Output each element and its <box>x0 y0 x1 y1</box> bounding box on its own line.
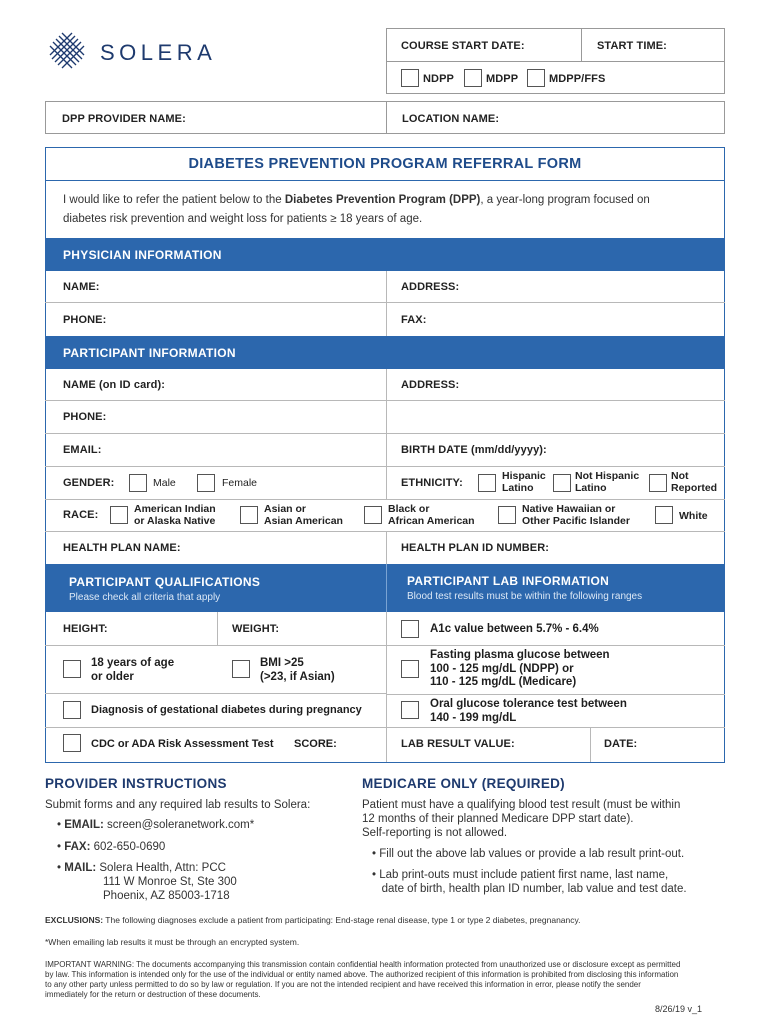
exclusions-note: EXCLUSIONS: The following diagnoses exclude a patient from participating: End-stage renal disease, type 1 or type 2 diabetes, pregnanancy. <box>45 915 581 925</box>
grid-line-3 <box>45 727 725 728</box>
bmi-checkbox[interactable] <box>232 660 250 678</box>
ethnicity-hispanic-checkbox[interactable] <box>478 474 496 492</box>
location-name-label: LOCATION NAME: <box>402 113 500 125</box>
band-divider <box>386 564 387 612</box>
physician-name-row <box>45 271 725 303</box>
provider-instructions-heading: PROVIDER INSTRUCTIONS <box>45 776 227 791</box>
intro-program-name: Diabetes Prevention Program (DPP) <box>284 194 481 206</box>
health-plan-row <box>45 532 725 564</box>
ethnicity-not-hispanic-checkbox[interactable] <box>553 474 571 492</box>
form-version: 8/26/19 v_1 <box>655 1004 703 1014</box>
ethnicity-not-reported-checkbox[interactable] <box>649 474 667 492</box>
race-black-checkbox[interactable] <box>364 506 382 524</box>
lab-info-heading: PARTICIPANT LAB INFORMATION <box>407 574 610 588</box>
race-label: RACE: <box>63 509 99 521</box>
height-weight-divider <box>217 612 218 645</box>
ethnicity-hispanic-label: Hispanic Latino <box>502 470 546 494</box>
gdm-label: Diagnosis of gestational diabetes during pregnancy <box>91 704 362 716</box>
confidentiality-warning: IMPORTANT WARNING: The documents accompanying this transmission contain confidential health information protected from unauthorized use or disclosure except as permitted by law. This information is intended only for the use of the individual or entity named above. The authorized recipient of this information is prohibited from disclosing this information to any other party unless permitted to do so by law or regulation. If you are not the intended recipient and have received this information in error, please notify the sender immediately for the return or destruction of these documents. <box>45 960 681 999</box>
race-white-checkbox[interactable] <box>655 506 673 524</box>
provider-mail: • MAIL: Solera Health, Attn: PCC <box>57 862 226 874</box>
race-aian-label: American Indian or Alaska Native <box>134 503 216 527</box>
course-start-date-label: COURSE START DATE: <box>401 40 525 52</box>
start-time-label: START TIME: <box>597 40 667 52</box>
participant-email-row <box>45 434 725 467</box>
ethnicity-not-hispanic-label: Not Hispanic Latino <box>575 470 640 494</box>
risk-score-label: SCORE: <box>294 738 337 750</box>
ethnicity-label: ETHNICITY: <box>401 477 463 489</box>
race-white-label: White <box>679 510 708 522</box>
participant-info-heading: PARTICIPANT INFORMATION <box>63 346 236 360</box>
qualifications-lab-header <box>45 564 725 612</box>
qualifications-sub: Please check all criteria that apply <box>69 592 221 603</box>
lab-info-sub: Blood test results must be within the following ranges <box>407 591 643 602</box>
gender-female-checkbox[interactable] <box>197 474 215 492</box>
solera-logo-text: SOLERA <box>100 40 217 65</box>
a1c-checkbox[interactable] <box>401 620 419 638</box>
ndpp-checkbox[interactable] <box>401 69 419 87</box>
health-plan-id-label: HEALTH PLAN ID NUMBER: <box>401 542 550 554</box>
provider-email-link[interactable]: screen@soleranetwork.com* <box>107 819 255 831</box>
physician-phone-label: PHONE: <box>63 314 107 326</box>
ethnicity-not-reported-label: Not Reported <box>671 470 718 494</box>
age-18-checkbox[interactable] <box>63 660 81 678</box>
race-nhpi-checkbox[interactable] <box>498 506 516 524</box>
gender-female-label: Female <box>222 477 258 489</box>
encryption-note: *When emailing lab results it must be through an encrypted system. <box>45 937 300 947</box>
race-aian-checkbox[interactable] <box>110 506 128 524</box>
gender-label: GENDER: <box>63 477 115 489</box>
form-intro <box>63 191 713 229</box>
race-asian-label: Asian or Asian American <box>264 503 343 527</box>
risk-test-label: CDC or ADA Risk Assessment Test <box>91 738 274 750</box>
ndpp-label: NDPP <box>423 73 454 85</box>
participant-info-header <box>45 336 725 369</box>
intro-text-3: diabetes risk prevention and weight loss for patients ≥ 18 years of age. <box>63 213 423 225</box>
medicare-bullet-2: • Lab print-outs must include patient first name, last name, date of birth, health plan ID number, lab value and test date. <box>372 869 687 895</box>
qualifications-heading: PARTICIPANT QUALIFICATIONS <box>69 575 261 589</box>
intro-text-2: , a year-long program focused on <box>480 194 650 206</box>
physician-info-heading: PHYSICIAN INFORMATION <box>63 248 222 262</box>
weight-label: WEIGHT: <box>232 623 280 635</box>
physician-address-label: ADDRESS: <box>401 281 460 293</box>
participant-address-label: ADDRESS: <box>401 379 460 391</box>
gender-male-label: Male <box>153 477 176 489</box>
form-title: DIABETES PREVENTION PROGRAM REFERRAL FORM <box>188 156 582 172</box>
mdpp-label: MDPP <box>486 73 519 85</box>
participant-phone-label: PHONE: <box>63 411 107 423</box>
solera-logo-icon <box>44 28 90 74</box>
grid-line-1 <box>45 645 725 646</box>
qual-lab-divider <box>386 612 387 762</box>
gender-ethnicity-row <box>45 467 725 500</box>
physician-info-header <box>45 238 725 271</box>
provider-instructions-intro: Submit forms and any required lab results to Solera: <box>45 799 311 811</box>
gdm-checkbox[interactable] <box>63 701 81 719</box>
form-title-bar <box>45 147 725 181</box>
race-asian-checkbox[interactable] <box>240 506 258 524</box>
race-black-label: Black or African American <box>388 503 475 527</box>
medicare-bullet-1: • Fill out the above lab values or provide a lab result print-out. <box>372 848 685 860</box>
birth-date-label: BIRTH DATE (mm/dd/yyyy): <box>401 444 547 456</box>
course-info-box <box>386 28 725 94</box>
ogtt-label: Oral glucose tolerance test between 140 - 199 mg/dL <box>430 698 627 724</box>
participant-name-label: NAME (on ID card): <box>63 379 166 391</box>
participant-phone-row <box>45 401 725 434</box>
physician-fax-label: FAX: <box>401 314 427 326</box>
age-18-label: 18 years of age or older <box>91 657 175 683</box>
provider-mail-line-3: Phoenix, AZ 85003-1718 <box>103 890 230 902</box>
a1c-label: A1c value between 5.7% - 6.4% <box>430 623 599 635</box>
medicare-text: Patient must have a qualifying blood test result (must be within 12 months of their planned Medicare DPP start date). Self-reporting is not allowed. <box>362 799 681 839</box>
lab-result-value-label: LAB RESULT VALUE: <box>401 738 515 750</box>
risk-test-checkbox[interactable] <box>63 734 81 752</box>
mdpp-ffs-label: MDPP/FFS <box>549 73 606 85</box>
mdpp-ffs-checkbox[interactable] <box>527 69 545 87</box>
health-plan-name-label: HEALTH PLAN NAME: <box>63 542 181 554</box>
provider-fax: • FAX: 602-650-0690 <box>57 841 166 853</box>
fpg-checkbox[interactable] <box>401 660 419 678</box>
result-date-divider <box>590 727 591 762</box>
ogtt-checkbox[interactable] <box>401 701 419 719</box>
bmi-label: BMI >25 (>23, if Asian) <box>260 657 335 683</box>
provider-email: • EMAIL: screen@soleranetwork.com* <box>57 819 255 831</box>
provider-mail-line-2: 111 W Monroe St, Ste 300 <box>103 876 237 888</box>
intro-text-1: I would like to refer the patient below to the <box>63 194 285 206</box>
grid-line-2a <box>45 693 386 694</box>
height-label: HEIGHT: <box>63 623 108 635</box>
physician-name-label: NAME: <box>63 281 100 293</box>
participant-name-row <box>45 369 725 401</box>
race-nhpi-label: Native Hawaiian or Other Pacific Islander <box>522 503 630 527</box>
race-row <box>45 500 725 532</box>
participant-email-label: EMAIL: <box>63 444 102 456</box>
mdpp-checkbox[interactable] <box>464 69 482 87</box>
lab-date-label: DATE: <box>604 738 638 750</box>
dpp-provider-name-label: DPP PROVIDER NAME: <box>62 113 186 125</box>
provider-info-box <box>45 101 725 134</box>
medicare-heading: MEDICARE ONLY (REQUIRED) <box>362 776 565 791</box>
grid-line-2b <box>386 694 725 695</box>
physician-phone-row <box>45 303 725 336</box>
gender-male-checkbox[interactable] <box>129 474 147 492</box>
fpg-label: Fasting plasma glucose between 100 - 125 mg/dL (NDPP) or 110 - 125 mg/dL (Medicare) <box>430 649 610 688</box>
